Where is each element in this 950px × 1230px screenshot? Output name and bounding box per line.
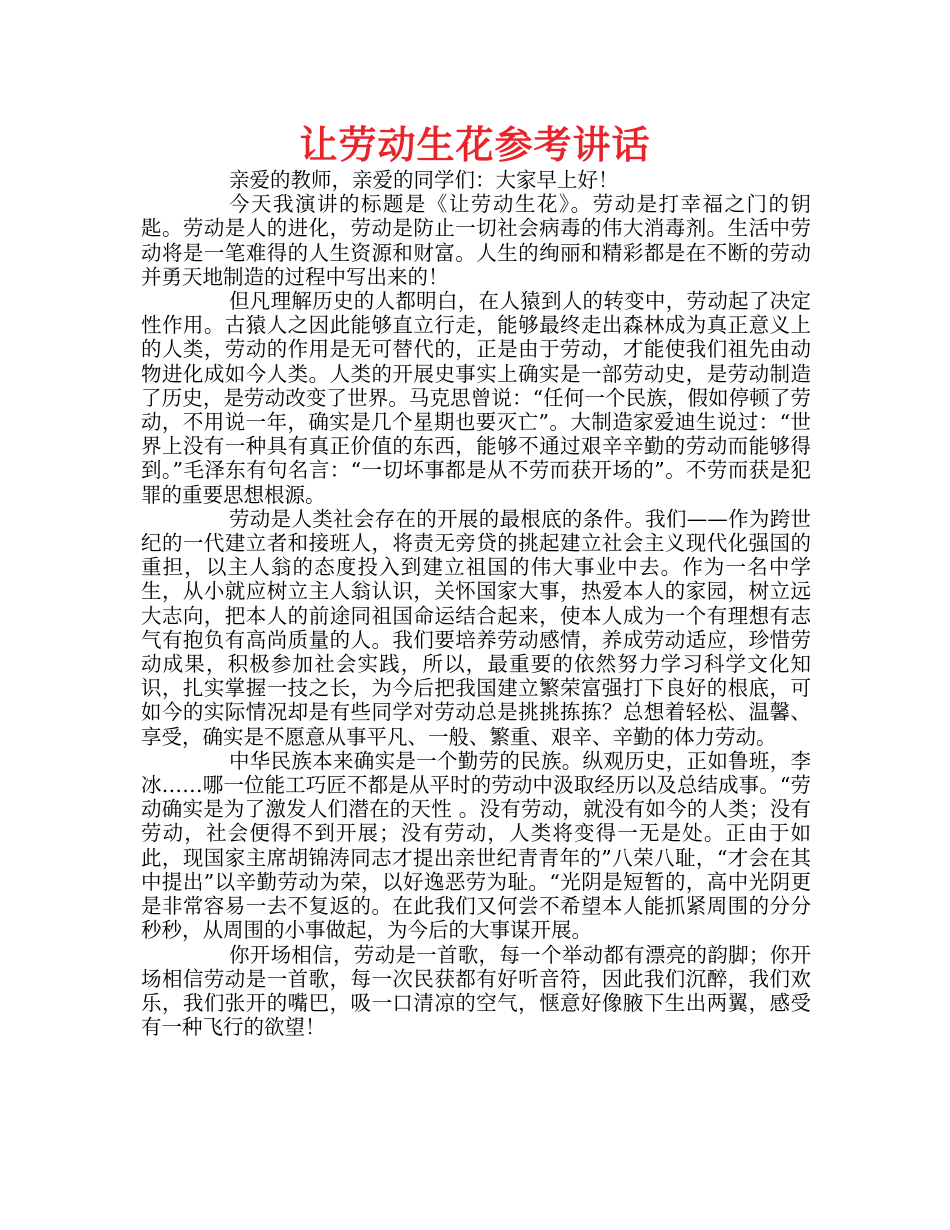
document-title: 让劳动生花参考讲话 <box>299 122 651 167</box>
paragraph: 你开场相信，劳动是一首歌，每一个举动都有漂亮的韵脚；你开场相信劳动是一首歌，每一次民获都有好听音符，因此我们沉醉，我们欢乐，我们张开的嘴巴，吸一口清凉的空气，惬意好像腋下生出两翼，感受有一种飞行的欲望！ <box>141 942 811 1040</box>
paragraph: 中华民族本来确实是一个勤劳的民族。纵观历史，正如鲁班，李冰……哪一位能工巧匠不都是从平时的劳动中汲取经历以及总结成事。“劳动确实是为了激发人们潜在的天性 。没有劳动，就没有如今的人类；没有劳动，社会便得不到开展；没有劳动，人类将变得一无是处。正由于如此，现国家主席胡锦涛同志才提出亲世纪青青年的”八荣八耻，“才会在其中提出”以辛勤劳动为荣，以好逸恶劳为耻。“光阴是短暂的，高中光阴更是非常容易一去不复返的。在此我们又何尝不希望本人能抓紧周围的分分秒秒，从周围的小事做起，为今后的大事谋开展。 <box>141 748 811 943</box>
paragraph-greeting: 亲爱的教师，亲爱的同学们：大家早上好！ <box>229 168 619 192</box>
document-body <box>141 168 811 1039</box>
paragraph: 劳动是人类社会存在的开展的最根底的条件。我们——作为跨世纪的一代建立者和接班人，将责无旁贷的挑起建立社会主义现代化强国的重担，以主人翁的态度投入到建立祖国的伟大事业中去。作为一名中学生，从小就应树立主人翁认识，关怀国家大事，热爱本人的家园，树立远大志向，把本人的前途同祖国命运结合起来，使本人成为一个有理想有志气有抱负有高尚质量的人。我们要培养劳动感情，养成劳动适应，珍惜劳动成果，积极参加社会实践，所以，最重要的依然努力学习科学文化知识，扎实掌握一技之长，为今后把我国建立繁荣富强打下良好的根底，可如今的实际情况却是有些同学对劳动总是挑挑拣拣？总想着轻松、温馨、享受，确实是不愿意从事平凡、一般、繁重、艰辛、辛勤的体力劳动。 <box>141 506 811 749</box>
paragraph: 但凡理解历史的人都明白，在人猿到人的转变中，劳动起了决定性作用。古猿人之因此能够直立行走，能够最终走出森林成为真正意义上的人类，劳动的作用是无可替代的，正是由于劳动，才能使我们祖先由动物进化成如今人类。人类的开展史事实上确实是一部劳动史，是劳动制造了历史，是劳动改变了世界。马克思曾说：“任何一个民族，假如停顿了劳动，不用说一年，确实是几个星期也要灭亡”。大制造家爱迪生说过：“世界上没有一种具有真正价值的东西，能够不通过艰辛辛勤的劳动而能够得到。”毛泽东有句名言：“一切坏事都是从不劳而获开场的”。不劳而获是犯罪的重要思想根源。 <box>141 289 811 507</box>
paragraph: 今天我演讲的标题是《让劳动生花》。劳动是打幸福之门的钥匙。劳动是人的进化，劳动是防止一切社会病毒的伟大消毒剂。生活中劳动将是一笔难得的人生资源和财富。人生的绚丽和精彩都是在不断的劳动并勇天地制造的过程中写出来的！ <box>141 192 811 289</box>
